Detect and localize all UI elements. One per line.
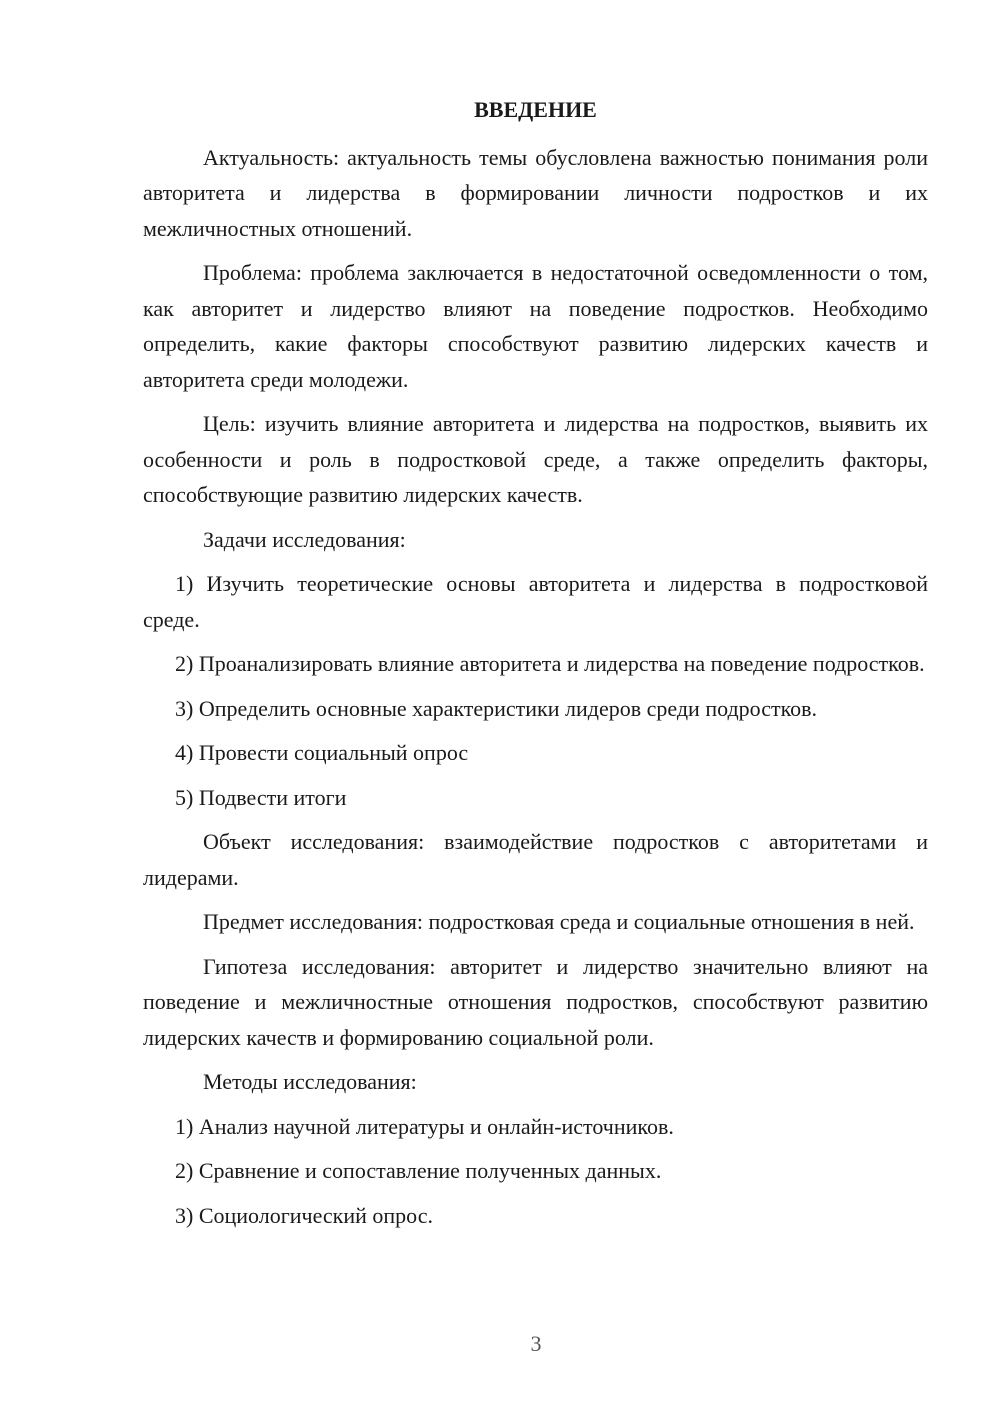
method-item: 2) Сравнение и сопоставление полученных данных. [175,1158,662,1183]
document-title: ВВЕДЕНИЕ [474,97,597,122]
problem-paragraph: Проблема: проблема заключается в недостаточной осведомленности о том, как авторитет и лидерство влияют на поведение подростков. Необходимо определить, какие факторы способствуют развитию лидерских качеств и авторитета среди молодежи. [143,260,928,392]
method-item: 1) Анализ научной литературы и онлайн-источников. [175,1113,674,1139]
tasks-list [143,566,928,815]
methods-list [143,1109,928,1234]
task-item: 5) Подвести итоги [175,784,347,810]
document-page [143,92,928,1242]
hypothesis-paragraph: Гипотеза исследования: авторитет и лидерство значительно влияют на поведение и межличностные отношения подростков, способствуют развитию лидерских качеств и формированию социальной роли. [143,953,928,1050]
tasks-heading: Задачи исследования: [203,526,406,552]
page-number: 3 [530,1331,542,1356]
subject-paragraph: Предмет исследования: подростковая среда и социальные отношения в ней. [203,909,915,934]
task-item: 1) Изучить теоретические основы авторитета и лидерства в подростковой среде. [143,571,928,632]
relevance-paragraph: Актуальность: актуальность темы обусловлена важностью понимания роли авторитета и лидерства в формировании личности подростков и их межличностных отношений. [143,144,928,241]
task-item: 3) Определить основные характеристики лидеров среди подростков. [175,695,818,721]
goal-paragraph: Цель: изучить влияние авторитета и лидерства на подростков, выявить их особенности и роль в подростковой среде, а также определить факторы, способствующие развитию лидерских качеств. [143,411,928,507]
methods-heading: Методы исследования: [203,1069,417,1094]
object-paragraph: Объект исследования: взаимодействие подростков с авторитетами и лидерами. [143,829,928,890]
task-item: 4) Провести социальный опрос [175,740,469,765]
method-item: 3) Социологический опрос. [175,1202,433,1228]
task-item: 2) Проанализировать влияние авторитета и лидерства на поведение подростков. [175,651,925,676]
